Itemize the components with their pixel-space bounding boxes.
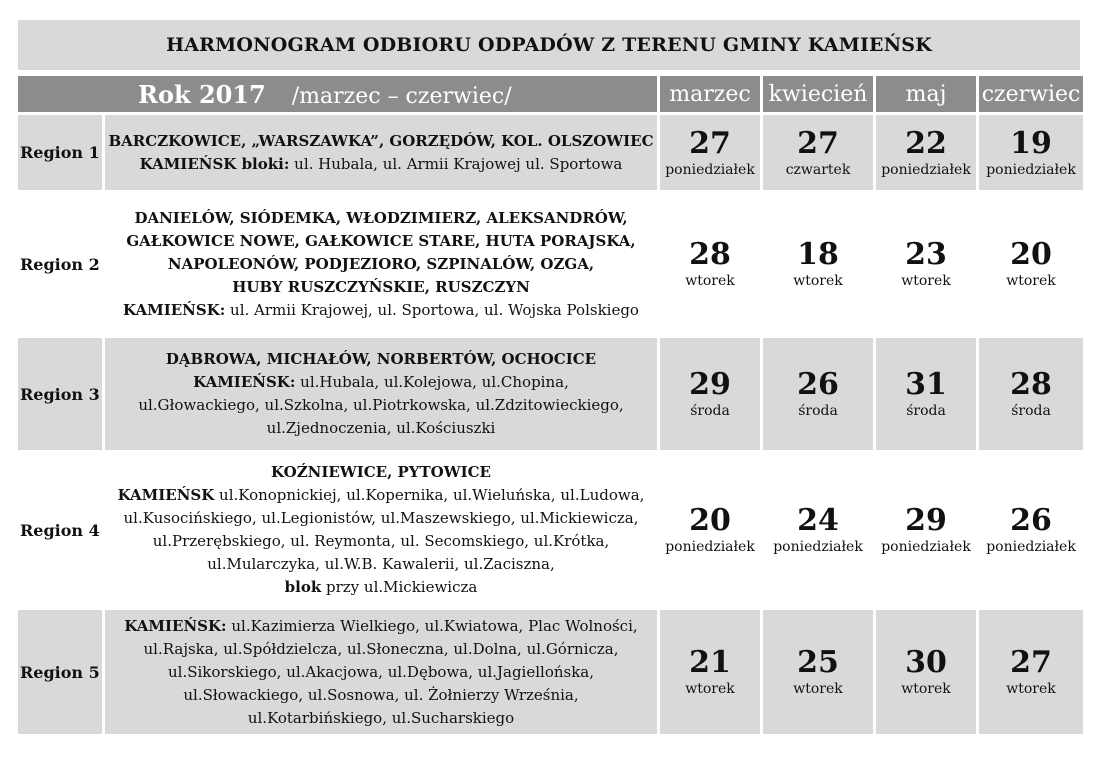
places-text: ul.Konopnickiej, ul.Kopernika, ul.Wieluńska, ul.Ludowa, bbox=[214, 486, 645, 504]
pickup-day: 24 bbox=[797, 503, 839, 538]
pickup-day: 23 bbox=[905, 237, 947, 272]
places-text: NAPOLEONÓW, PODJEZIORO, SZPINALÓW, OZGA, bbox=[167, 254, 595, 273]
pickup-day: 29 bbox=[905, 503, 947, 538]
pickup-date-cell bbox=[979, 453, 1083, 607]
pickup-weekday: środa bbox=[906, 403, 946, 419]
pickup-weekday: środa bbox=[1011, 403, 1051, 419]
pickup-date-cell bbox=[763, 453, 873, 607]
pickup-day: 31 bbox=[905, 367, 947, 402]
places-line bbox=[105, 638, 657, 661]
places-text: ul.Przerębskiego, ul. Reymonta, ul. Secomskiego, ul.Krótka, bbox=[152, 532, 610, 550]
pickup-weekday: wtorek bbox=[1006, 681, 1056, 697]
pickup-day: 26 bbox=[1010, 503, 1052, 538]
pickup-day: 27 bbox=[797, 125, 839, 161]
places-text: ul. Hubala, ul. Armii Krajowej ul. Sportowa bbox=[289, 154, 623, 173]
pickup-weekday: poniedziałek bbox=[881, 539, 971, 555]
region-rows bbox=[18, 115, 1083, 734]
region-row bbox=[18, 193, 1083, 335]
pickup-day: 30 bbox=[905, 645, 947, 680]
places-line bbox=[105, 576, 657, 599]
places-text: blok bbox=[284, 578, 322, 596]
pickup-date-cell bbox=[660, 453, 760, 607]
pickup-day: 20 bbox=[1010, 237, 1052, 272]
pickup-weekday: wtorek bbox=[793, 273, 843, 289]
places-text: DĄBROWA, MICHAŁÓW, NORBERTÓW, OCHOCICE bbox=[165, 350, 597, 368]
places-line bbox=[105, 661, 657, 684]
pickup-date-cell bbox=[979, 610, 1083, 734]
pickup-day: 18 bbox=[797, 237, 839, 272]
pickup-weekday: poniedziałek bbox=[773, 539, 863, 555]
region-places bbox=[105, 610, 657, 734]
pickup-day: 22 bbox=[905, 125, 947, 161]
pickup-date-cell bbox=[660, 338, 760, 450]
pickup-date-cell bbox=[979, 115, 1083, 190]
places-line bbox=[105, 394, 657, 417]
year-label: Rok 2017 bbox=[138, 79, 266, 109]
places-line bbox=[105, 417, 657, 440]
pickup-weekday: poniedziałek bbox=[881, 161, 971, 178]
places-text: DANIELÓW, SIÓDEMKA, WŁODZIMIERZ, ALEKSANDRÓW, bbox=[134, 208, 628, 227]
pickup-date-cell bbox=[763, 338, 873, 450]
pickup-date-cell bbox=[660, 610, 760, 734]
places-text: HUBY RUSZCZYŃSKIE, RUSZCZYN bbox=[232, 277, 530, 296]
page-title: HARMONOGRAM ODBIORU ODPADÓW Z TERENU GMINY KAMIEŃSK bbox=[18, 20, 1080, 70]
pickup-weekday: poniedziałek bbox=[665, 539, 755, 555]
places-text: ul.Głowackiego, ul.Szkolna, ul.Piotrkowska, ul.Zdzitowieckiego, bbox=[138, 396, 624, 414]
pickup-weekday: wtorek bbox=[685, 273, 735, 289]
month-header: marzec bbox=[660, 76, 760, 112]
period-label: /marzec – czerwiec/ bbox=[291, 83, 512, 109]
month-header: maj bbox=[876, 76, 976, 112]
region-name: Region 4 bbox=[18, 453, 102, 607]
places-text: KAMIEŃSK: bbox=[123, 300, 226, 319]
places-line bbox=[105, 348, 657, 371]
pickup-date-cell bbox=[660, 115, 760, 190]
pickup-date-cell bbox=[876, 193, 976, 335]
region-name: Region 3 bbox=[18, 338, 102, 450]
places-text: KAMIEŃSK: bbox=[124, 616, 227, 635]
pickup-date-cell bbox=[979, 193, 1083, 335]
places-text: ul.Sikorskiego, ul.Akacjowa, ul.Dębowa, ul.Jagiellońska, bbox=[167, 662, 595, 681]
month-header: czerwiec bbox=[979, 76, 1083, 112]
places-text: ul.Mularczyka, ul.W.B. Kawalerii, ul.Zaciszna, bbox=[207, 555, 555, 573]
region-name: Region 1 bbox=[18, 115, 102, 190]
places-line bbox=[105, 553, 657, 576]
year-cell bbox=[18, 76, 657, 112]
region-name: Region 5 bbox=[18, 610, 102, 734]
region-row bbox=[18, 610, 1083, 734]
places-text: ul.Zjednoczenia, ul.Kościuszki bbox=[266, 419, 496, 437]
places-line bbox=[105, 276, 657, 299]
region-row bbox=[18, 115, 1083, 190]
pickup-weekday: wtorek bbox=[901, 681, 951, 697]
pickup-weekday: poniedziałek bbox=[665, 161, 755, 178]
pickup-weekday: poniedziałek bbox=[986, 161, 1076, 178]
places-line bbox=[105, 530, 657, 553]
pickup-date-cell bbox=[763, 610, 873, 734]
pickup-date-cell bbox=[876, 115, 976, 190]
pickup-day: 27 bbox=[689, 125, 731, 161]
pickup-day: 29 bbox=[689, 367, 731, 402]
places-text: ul.Rajska, ul.Spółdzielcza, ul.Słoneczna, ul.Dolna, ul.Górnicza, bbox=[143, 639, 619, 658]
pickup-day: 25 bbox=[797, 645, 839, 680]
places-line bbox=[105, 507, 657, 530]
pickup-weekday: czwartek bbox=[785, 161, 851, 178]
month-header: kwiecień bbox=[763, 76, 873, 112]
places-text: ul.Hubala, ul.Kolejowa, ul.Chopina, bbox=[295, 373, 569, 391]
pickup-day: 28 bbox=[1010, 367, 1052, 402]
pickup-date-cell bbox=[660, 193, 760, 335]
places-text: KAMIEŃSK bloki: bbox=[139, 154, 290, 173]
pickup-date-cell bbox=[979, 338, 1083, 450]
places-line bbox=[105, 684, 657, 707]
places-line bbox=[105, 461, 657, 484]
places-line bbox=[105, 207, 657, 230]
places-text: BARCZKOWICE, „WARSZAWKA”, GORZĘDÓW, KOL. OLSZOWIEC bbox=[108, 131, 654, 150]
pickup-date-cell bbox=[876, 610, 976, 734]
places-text: GAŁKOWICE NOWE, GAŁKOWICE STARE, HUTA PORAJSKA, bbox=[126, 231, 636, 250]
places-line bbox=[105, 615, 657, 638]
places-line bbox=[105, 230, 657, 253]
pickup-weekday: środa bbox=[690, 403, 730, 419]
places-text: KAMIEŃSK: bbox=[193, 373, 296, 391]
places-text: ul.Kazimierza Wielkiego, ul.Kwiatowa, Plac Wolności, bbox=[226, 616, 638, 635]
region-row bbox=[18, 338, 1083, 450]
pickup-date-cell bbox=[876, 453, 976, 607]
region-places bbox=[105, 338, 657, 450]
pickup-weekday: poniedziałek bbox=[986, 539, 1076, 555]
pickup-date-cell bbox=[876, 338, 976, 450]
schedule-sheet bbox=[18, 20, 1080, 737]
places-text: ul.Kotarbińskiego, ul.Sucharskiego bbox=[247, 708, 515, 727]
region-places bbox=[105, 453, 657, 607]
places-text: ul.Słowackiego, ul.Sosnowa, ul. Żołnierzy Września, bbox=[183, 685, 579, 704]
places-text: ul. Armii Krajowej, ul. Sportowa, ul. Wojska Polskiego bbox=[225, 300, 639, 319]
pickup-day: 21 bbox=[689, 645, 731, 680]
places-line bbox=[105, 371, 657, 394]
pickup-day: 20 bbox=[689, 503, 731, 538]
pickup-weekday: wtorek bbox=[901, 273, 951, 289]
pickup-date-cell bbox=[763, 193, 873, 335]
pickup-date-cell bbox=[763, 115, 873, 190]
region-places bbox=[105, 193, 657, 335]
places-line bbox=[105, 253, 657, 276]
pickup-day: 26 bbox=[797, 367, 839, 402]
places-line bbox=[105, 707, 657, 730]
pickup-day: 19 bbox=[1010, 125, 1052, 161]
region-row bbox=[18, 453, 1083, 607]
pickup-day: 27 bbox=[1010, 645, 1052, 680]
pickup-day: 28 bbox=[689, 237, 731, 272]
places-line bbox=[105, 130, 657, 153]
region-name: Region 2 bbox=[18, 193, 102, 335]
places-text: KOŹNIEWICE, PYTOWICE bbox=[271, 463, 491, 481]
places-line bbox=[105, 153, 657, 176]
places-text: ul.Kusocińskiego, ul.Legionistów, ul.Maszewskiego, ul.Mickiewicza, bbox=[123, 509, 639, 527]
pickup-weekday: wtorek bbox=[1006, 273, 1056, 289]
places-line bbox=[105, 299, 657, 322]
schedule-table bbox=[15, 73, 1086, 737]
pickup-weekday: wtorek bbox=[793, 681, 843, 697]
header-row bbox=[18, 76, 1083, 112]
region-places bbox=[105, 115, 657, 190]
places-text: KAMIEŃSK bbox=[117, 486, 215, 504]
places-line bbox=[105, 484, 657, 507]
pickup-weekday: wtorek bbox=[685, 681, 735, 697]
pickup-weekday: środa bbox=[798, 403, 838, 419]
places-text: przy ul.Mickiewicza bbox=[321, 578, 478, 596]
